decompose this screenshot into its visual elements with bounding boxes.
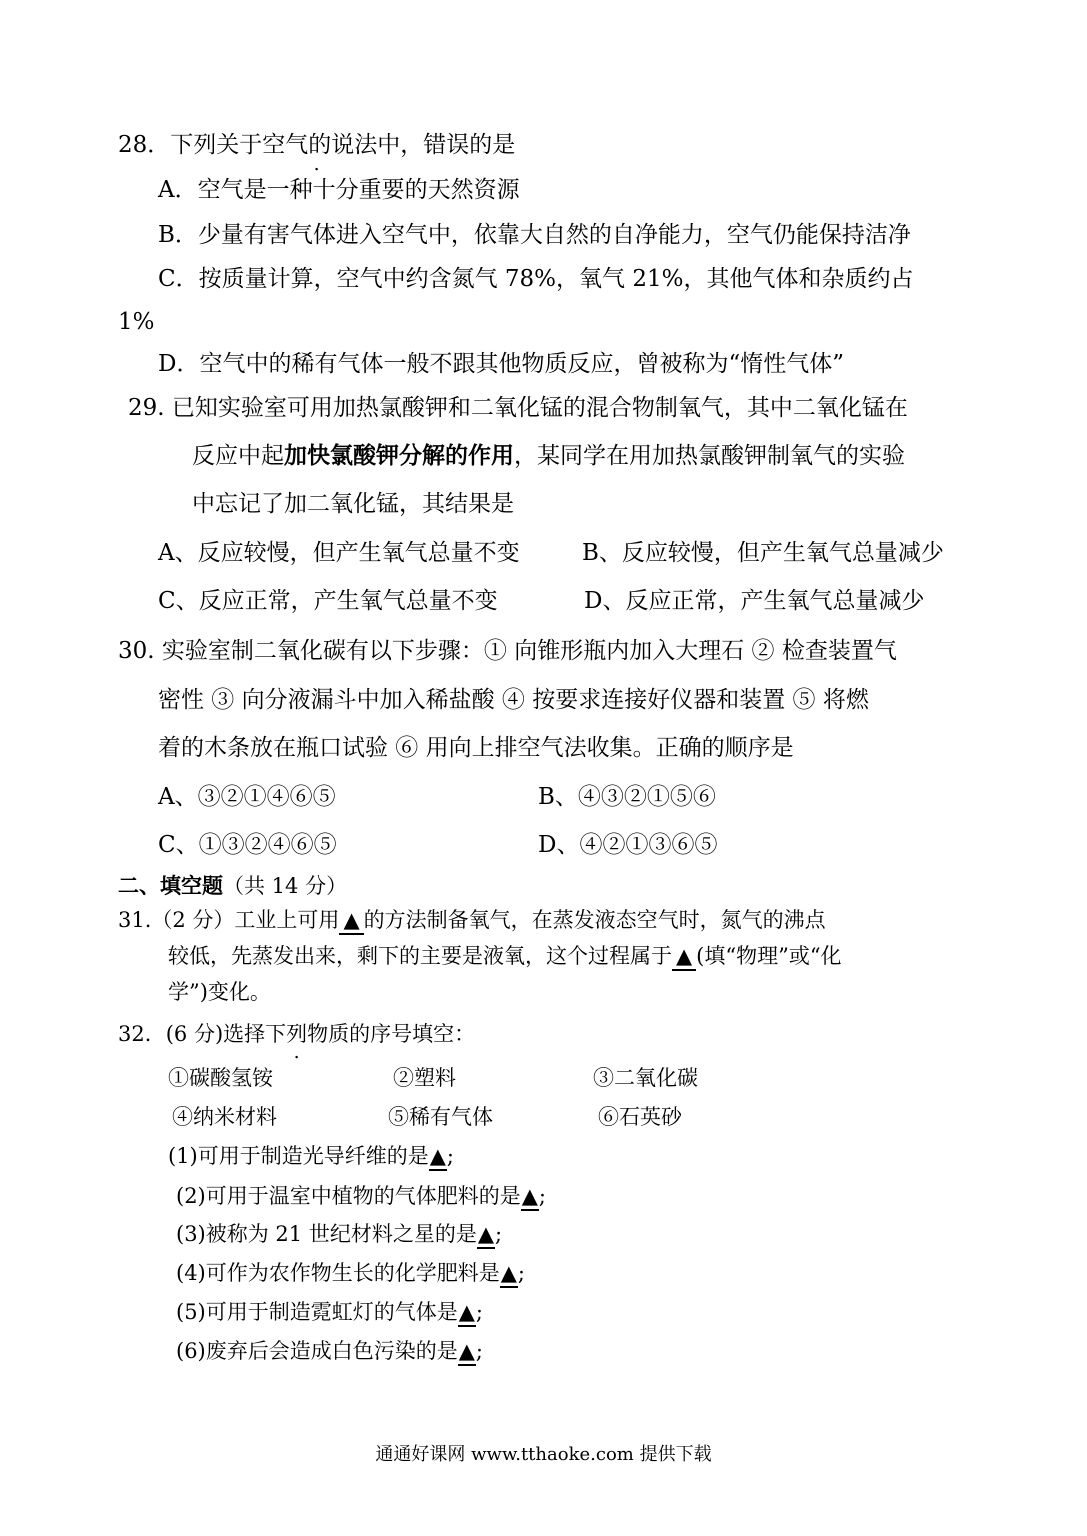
answer-blank[interactable]: ▲ [339,907,363,935]
emphasis-char: 号 . [391,1022,412,1046]
q31-line3: 学”)变化。 [168,980,271,1004]
q28-stem: 28．下列关于空气的说法中，错 .误 .的是 [118,130,515,160]
q30-option-d: D、④②①③⑥⑤ [538,832,718,858]
emphasis-char: 序 . [370,1022,391,1046]
q31-line1: 31.（2 分）工业上可用 ▲ 的方法制备氧气，在蒸发液态空气时，氮气的沸点 [118,906,826,935]
q32-stem: 32．(6 分)选择下列物质的序 .号 .填空： [118,1020,475,1048]
answer-blank[interactable]: ▲ [458,1299,476,1327]
q32-item-3: ③二氧化碳 [593,1066,698,1090]
q29-option-c: C、反应正常，产生氧气总量不变 [158,588,498,614]
q32-item-6: ⑥石英砂 [598,1105,682,1129]
q32-sub-2: (2)可用于温室中植物的气体肥料的是▲; [176,1182,546,1211]
q29-option-d: D、反应正常，产生氧气总量减少 [584,588,925,614]
q32-item-4: ④纳米材料 [172,1105,277,1129]
q28-option-c: C．按质量计算，空气中约含氮气 78%，氧气 21%，其他气体和杂质约占 [158,266,914,292]
q29-option-a: A、反应较慢，但产生氧气总量不变 [158,540,520,566]
q30-option-a: A、③②①④⑥⑤ [158,784,336,810]
q30-line3: 着的木条放在瓶口试验 ⑥ 用向上排空气法收集。正确的顺序是 [158,735,794,761]
emphasis-char: 误 . [446,132,469,158]
q30-line2: 密性 ③ 向分液漏斗中加入稀盐酸 ④ 按要求连接好仪器和装置 ⑤ 将燃 [158,687,869,713]
emphasis-bold: 加快氯酸钾分解的作用 [284,442,514,469]
q29-option-b: B、反应较慢，但产生氧气总量减少 [582,540,944,566]
q29-line2: 反应中起加快氯酸钾分解的作用，某同学在用加热氯酸钾制氧气的实验 [192,442,905,469]
emphasis-char: 错 . [423,132,446,158]
q28-option-a: A．空气是一种十分重要的天然资源 [158,177,520,203]
q32-item-1: ①碳酸氢铵 [168,1066,273,1090]
q32-item-2: ②塑料 [393,1066,456,1090]
page-footer: 通通好课网 www.tthaoke.com 提供下载 [375,1444,712,1465]
q29-line1: 29. 已知实验室可用加热氯酸钾和二氧化锰的混合物制氧气，其中二氧化锰在 [128,395,908,421]
answer-blank[interactable]: ▲ [458,1338,476,1366]
q28-option-d: D．空气中的稀有气体一般不跟其他物质反应，曾被称为“惰性气体” [158,351,844,377]
q31-line2: 较低，先蒸发出来，剩下的主要是液氧，这个过程属于 ▲ (填“物理”或“化 [168,942,842,971]
section-heading: 二、填空题（共 14 分） [118,873,348,898]
answer-blank[interactable]: ▲ [672,943,696,971]
answer-blank[interactable]: ▲ [429,1143,447,1171]
q30-line1: 30. 实验室制二氧化碳有以下步骤：① 向锥形瓶内加入大理石 ② 检查装置气 [118,638,897,664]
q32-sub-4: (4)可作为农作物生长的化学肥料是▲; [176,1259,525,1288]
answer-blank[interactable]: ▲ [521,1183,539,1211]
answer-blank[interactable]: ▲ [477,1221,495,1249]
q28-option-b: B．少量有害气体进入空气中，依靠大自然的自净能力，空气仍能保持洁净 [158,222,911,248]
q30-option-c: C、①③②④⑥⑤ [158,832,337,858]
q32-sub-6: (6)废弃后会造成白色污染的是▲; [176,1337,483,1366]
q32-sub-1: (1)可用于制造光导纤维的是▲; [168,1142,454,1171]
q29-line3: 中忘记了加二氧化锰，其结果是 [192,491,514,517]
answer-blank[interactable]: ▲ [500,1260,518,1288]
q32-item-5: ⑤稀有气体 [388,1105,493,1129]
q32-sub-3: (3)被称为 21 世纪材料之星的是▲; [176,1220,502,1249]
q28-option-c-cont: 1% [118,309,155,335]
q32-sub-5: (5)可用于制造霓虹灯的气体是▲; [176,1298,483,1327]
q30-option-b: B、④③②①⑤⑥ [538,784,716,810]
